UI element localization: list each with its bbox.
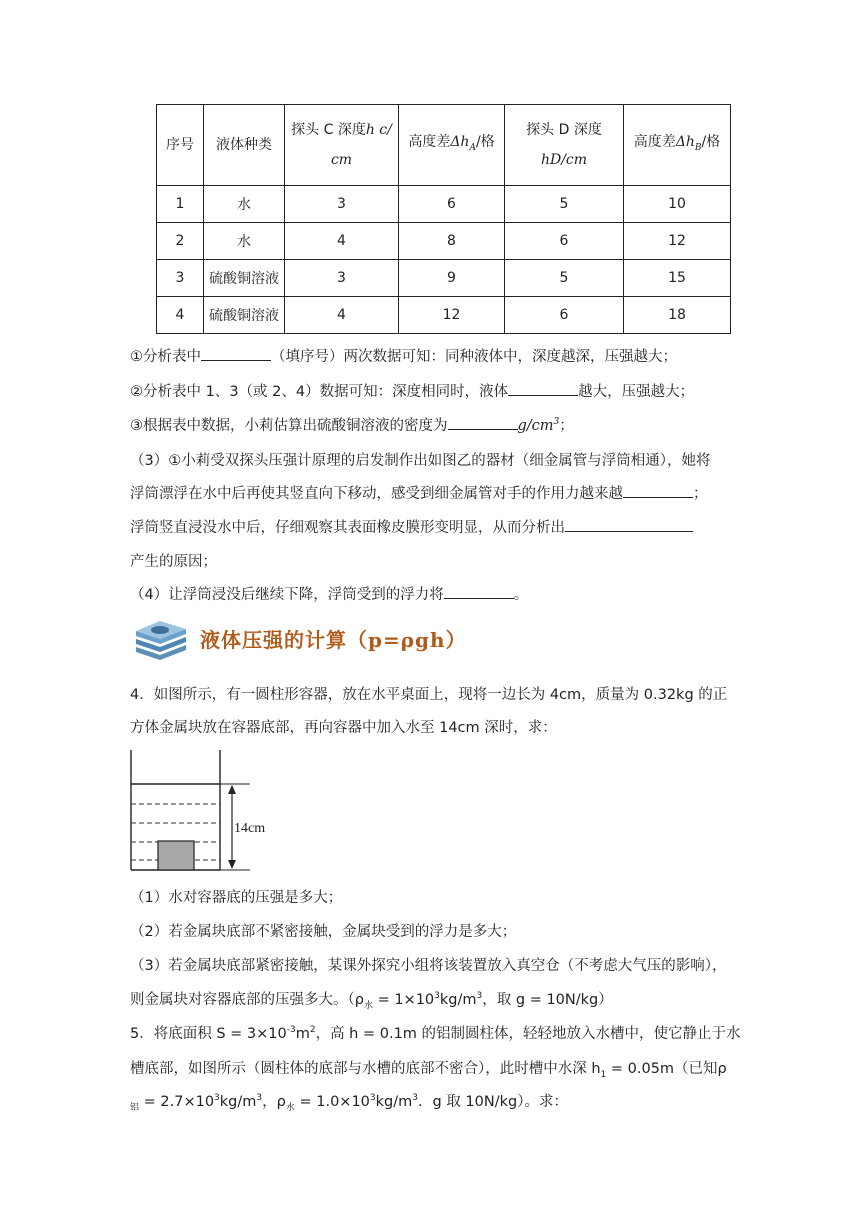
q1-line-a bbox=[130, 345, 677, 366]
p5-l3-i: 3 bbox=[369, 1093, 376, 1104]
p5-l3-k: 3 bbox=[412, 1093, 418, 1104]
container-diagram bbox=[128, 748, 288, 873]
density-unit: g/cm bbox=[517, 418, 554, 434]
q3-line-2-end: ； bbox=[693, 486, 708, 502]
p4-sub-2: （2）若金属块底部不紧密接触，金属块受到的浮力是多大； bbox=[130, 924, 517, 940]
p4-line-2: 方体金属块放在容器底部，再向容器中加入水至 14cm 深时，求： bbox=[130, 720, 557, 736]
header-depth-c-label: 探头 C 深度 bbox=[291, 122, 366, 138]
p4-sub-4-f: 3 bbox=[476, 991, 483, 1002]
header-height-a-sub: A bbox=[469, 142, 476, 153]
table-row bbox=[157, 297, 731, 334]
answer-blank[interactable] bbox=[444, 584, 514, 600]
header-index: 序号 bbox=[157, 105, 204, 186]
p5-l3-d: kg/m bbox=[219, 1094, 257, 1110]
header-height-a-symbol: Δh bbox=[450, 134, 470, 151]
p5-l3-a: 铝 bbox=[130, 1102, 140, 1113]
q3-line-1: （3）①小莉受双探头压强计原理的启发制作出如图乙的器材（细金属管与浮筒相通），她将 bbox=[130, 453, 711, 469]
header-depth-c-unit: cm bbox=[330, 152, 353, 168]
header-depth-d bbox=[505, 105, 624, 186]
table-cell: 水 bbox=[204, 186, 285, 223]
p4-sub-4-b: 水 bbox=[363, 1000, 373, 1011]
q3-line-2-text: 浮筒漂浮在水中后再使其竖直向下移动，感受到细金属管对手的作用力越来越 bbox=[130, 486, 623, 502]
answer-blank[interactable] bbox=[508, 381, 578, 397]
q1-line-c bbox=[130, 414, 574, 435]
p4-sub-4-g: ，取 g = 10N/kg） bbox=[482, 992, 613, 1008]
q4-end: 。 bbox=[513, 587, 529, 603]
header-height-a bbox=[399, 105, 505, 186]
p5-l1-c: m bbox=[295, 1026, 310, 1042]
table-cell: 4 bbox=[285, 297, 399, 334]
p5-line-2 bbox=[130, 1057, 727, 1080]
p4-sub-3: （3）若金属块底部紧密接触，某课外探究小组将该装置放入真空仓（不考虑大气压的影响）， bbox=[130, 958, 727, 974]
header-liquid: 液体种类 bbox=[204, 105, 285, 186]
p5-l3-b: = 2.7×10 bbox=[139, 1094, 215, 1110]
p5-l3-e: 3 bbox=[256, 1093, 263, 1104]
answer-blank[interactable] bbox=[448, 415, 518, 431]
table-cell: 2 bbox=[157, 223, 204, 260]
header-height-a-label: 高度差 bbox=[408, 134, 451, 151]
table-cell: 12 bbox=[399, 297, 505, 334]
table-cell: 10 bbox=[624, 186, 731, 223]
p4-sub-4-c: = 1×10 bbox=[372, 992, 435, 1008]
table-cell: 8 bbox=[399, 223, 505, 260]
table-header-row bbox=[157, 105, 731, 186]
q3-line-3-text: 浮筒竖直浸没水中后，仔细观察其表面橡皮膜形变明显，从而分析出 bbox=[130, 520, 565, 536]
table-row bbox=[157, 223, 731, 260]
table-row bbox=[157, 186, 731, 223]
header-height-b-symbol: Δh bbox=[675, 134, 695, 151]
q1-c-end: ； bbox=[559, 418, 574, 434]
table-cell: 6 bbox=[505, 297, 624, 334]
table-cell: 3 bbox=[285, 260, 399, 297]
table-cell: 3 bbox=[285, 186, 399, 223]
p5-l3-h: = 1.0×10 bbox=[294, 1094, 370, 1110]
p5-l1-e: ，高 h = 0.1m 的铝制圆柱体，轻轻地放入水槽中，使它静止于水 bbox=[315, 1026, 741, 1042]
q1-b-text-2: 越大，压强越大； bbox=[578, 384, 695, 400]
table-cell: 12 bbox=[624, 223, 731, 260]
q4-text: （4）让浮筒浸没后继续下降，浮筒受到的浮力将 bbox=[130, 587, 444, 603]
p5-l2-a: 槽底部，如图所示（圆柱体的底部与水槽的底部不密合），此时槽中水深 h bbox=[130, 1061, 601, 1077]
p5-line-1 bbox=[130, 1022, 741, 1043]
density-unit-exp: 3 bbox=[553, 417, 560, 428]
p5-line-3 bbox=[130, 1090, 568, 1113]
section-title: 液体压强的计算（p=ρgh） bbox=[200, 628, 467, 652]
p4-line-1: 4．如图所示，有一圆柱形容器，放在水平桌面上，现将一边长为 4cm，质量为 0.32kg 的正 bbox=[130, 687, 728, 703]
table-cell: 6 bbox=[399, 186, 505, 223]
table-cell: 4 bbox=[157, 297, 204, 334]
p5-l3-j: kg/m bbox=[375, 1094, 413, 1110]
q1-c-text: ③根据表中数据，小莉估算出硫酸铜溶液的密度为 bbox=[130, 418, 448, 434]
p5-l3-l: ．g 取 10N/kg）。求： bbox=[418, 1094, 568, 1110]
q1-a-text-2: （填序号）两次数据可知：同种液体中，深度越深，压强越大； bbox=[271, 349, 677, 365]
header-height-b bbox=[624, 105, 731, 186]
q3-line-4: 产生的原因； bbox=[130, 554, 217, 570]
p5-l2-b: 1 bbox=[600, 1069, 607, 1080]
q4-line bbox=[130, 583, 528, 604]
p4-sub-1: （1）水对容器底的压强是多大； bbox=[130, 890, 343, 906]
table-cell: 1 bbox=[157, 186, 204, 223]
table-cell: 6 bbox=[505, 223, 624, 260]
p4-sub-4-e: kg/m bbox=[439, 992, 477, 1008]
table-row bbox=[157, 260, 731, 297]
p5-l3-c: 3 bbox=[214, 1093, 220, 1104]
q3-line-2 bbox=[130, 482, 708, 503]
p5-l1-d: 2 bbox=[309, 1025, 316, 1036]
q1-line-b bbox=[130, 380, 694, 401]
depth-label: 14cm bbox=[234, 821, 266, 836]
table-cell: 9 bbox=[399, 260, 505, 297]
header-height-a-unit: /格 bbox=[475, 134, 495, 151]
answer-blank[interactable] bbox=[201, 346, 271, 362]
q1-b-text: ②分析表中 1、3（或 2、4）数据可知：深度相同时，液体 bbox=[130, 384, 509, 400]
q3-line-3 bbox=[130, 516, 693, 537]
q1-a-text: ①分析表中 bbox=[130, 349, 201, 365]
table-cell: 硫酸铜溶液 bbox=[204, 297, 285, 334]
table-cell: 硫酸铜溶液 bbox=[204, 260, 285, 297]
table-cell: 5 bbox=[505, 260, 624, 297]
header-height-b-unit: /格 bbox=[701, 134, 721, 151]
table-cell: 5 bbox=[505, 186, 624, 223]
p5-l1-b: -3 bbox=[286, 1025, 296, 1036]
p5-l2-c: = 0.05m（已知ρ bbox=[606, 1061, 727, 1077]
stacked-books-icon bbox=[130, 617, 190, 661]
header-depth-c-symbol: h c/ bbox=[365, 122, 392, 138]
experiment-table bbox=[156, 104, 731, 334]
table-cell: 水 bbox=[204, 223, 285, 260]
header-height-b-label: 高度差 bbox=[633, 134, 676, 151]
answer-blank[interactable] bbox=[623, 483, 693, 499]
header-depth-d-label: 探头 D 深度 bbox=[526, 122, 602, 138]
p4-sub-4-a: 则金属块对容器底部的压强多大。（ρ bbox=[130, 992, 364, 1008]
p5-l1-a: 5．将底面积 S = 3×10 bbox=[130, 1026, 287, 1042]
table-cell: 18 bbox=[624, 297, 731, 334]
header-depth-c bbox=[285, 105, 399, 186]
p4-sub-4-d: 3 bbox=[434, 991, 440, 1002]
answer-blank[interactable] bbox=[565, 517, 693, 533]
header-height-b-sub: B bbox=[694, 142, 702, 153]
p5-l3-g: 水 bbox=[285, 1102, 295, 1113]
header-depth-d-unit: hD/cm bbox=[540, 152, 588, 168]
section-header bbox=[130, 617, 467, 661]
table-cell: 3 bbox=[157, 260, 204, 297]
p5-l3-f: ，ρ bbox=[262, 1094, 286, 1110]
table-cell: 15 bbox=[624, 260, 731, 297]
p4-sub-4 bbox=[130, 988, 613, 1011]
table-cell: 4 bbox=[285, 223, 399, 260]
